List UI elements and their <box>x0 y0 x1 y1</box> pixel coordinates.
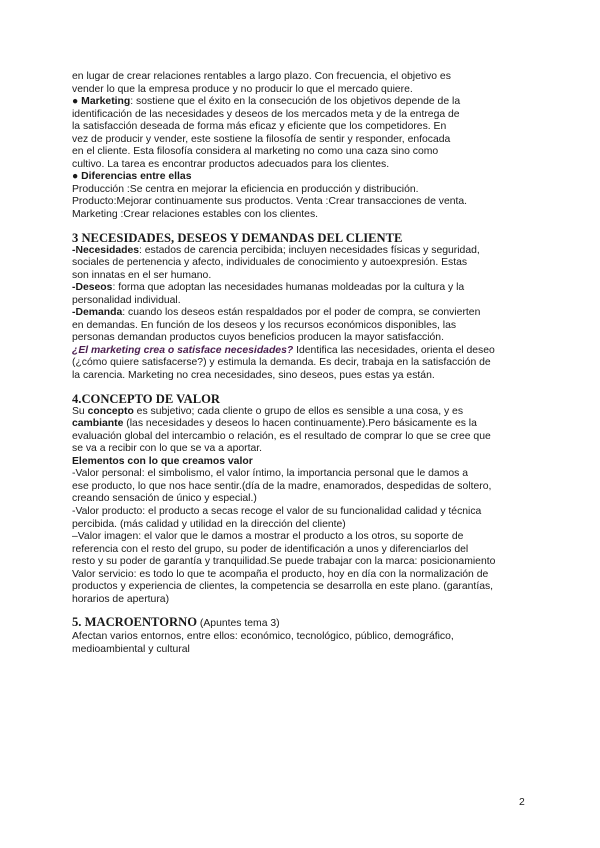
question-line <box>72 345 532 358</box>
body-text-line: en demandas. En función de los deseos y los recursos económicos disponibles, las <box>72 319 457 331</box>
concepto-term: concepto <box>87 405 134 417</box>
body-text-line: -Valor producto: el producto a secas recoge el valor de su funcionalidad calidad y técnica <box>72 505 482 517</box>
body-text-line: vender lo que la empresa produce y no producir lo que el mercado quiere. <box>72 83 413 95</box>
differences-title: ● Diferencias entre ellas <box>72 171 192 183</box>
body-text-line: creando sensación de único y especial.) <box>72 493 257 505</box>
body-text-line: medioambiental y cultural <box>72 643 190 655</box>
section-heading: 3 NECESIDADES, DESEOS Y DEMANDAS DEL CLIENTE <box>72 230 403 245</box>
page-body <box>72 71 532 656</box>
necesidades-line <box>72 245 532 258</box>
body-text-line: son innatas en el ser humano. <box>72 269 212 281</box>
section-heading-text: 5. MACROENTORNO <box>72 615 198 630</box>
body-text-line: resto y su poder de garantía y tranquilidad.Se puede trabajar con la marca: posicionamiento <box>72 556 496 568</box>
body-text-line: en lugar de crear relaciones rentables a largo plazo. Con frecuencia, el objetivo es <box>72 71 451 82</box>
necesidades-term: -Necesidades <box>72 244 139 256</box>
body-text-line: sociales de pertenencia y afecto, individuales de conocimiento y autoexpresión. Estas <box>72 257 468 269</box>
body-text-line: se va a recibir con lo que se va a aportar. <box>72 443 263 455</box>
necesidades-definition: : estados de carencia percibida; incluyen necesidades físicas y seguridad, <box>139 244 480 256</box>
body-text-line: referencia con el resto del grupo, su poder de identificación a unos y diferenciarlos del <box>72 543 469 555</box>
body-text-line: productos y experiencia de clientes, la competencia se desarrolla en este plano. (garantías, <box>72 581 494 593</box>
body-text-line: Marketing :Crear relaciones estables con los clientes. <box>72 209 319 221</box>
text-fragment: es subjetivo; cada cliente o grupo de ellos es sensible a una cosa, y es <box>133 405 464 417</box>
body-text-line: Producción :Se centra en mejorar la eficiencia en producción y distribución. <box>72 183 419 195</box>
body-text-line: horarios de apertura) <box>72 593 170 605</box>
section-heading <box>72 615 532 631</box>
body-text-line: Valor servicio: es todo lo que te acompaña el producto, hoy en día con la normalización de <box>72 568 489 580</box>
demanda-line <box>72 307 532 320</box>
marketing-definition: : sostiene que el éxito en la consecución de los objetivos depende de la <box>130 96 461 108</box>
body-text-line: (¿cómo quiere satisfacerse?) y estimula la demanda. Es decir, trabaja en la satisfacción de <box>72 357 491 369</box>
body-text-line: -Valor personal: el simbolismo, el valor íntimo, la importancia personal que le damos a <box>72 468 468 480</box>
page-number: 2 <box>519 797 525 808</box>
body-text-line: la carencia. Marketing no crea necesidades, sino deseos, pues estas ya están. <box>72 370 435 382</box>
body-text-line: percibida. (más calidad y utilidad en la dirección del cliente) <box>72 518 346 530</box>
section-heading-note: (Apuntes tema 3) <box>197 618 280 630</box>
cambiante-term: cambiante <box>72 418 124 430</box>
text-fragment: (las necesidades y deseos lo hacen continuamente).Pero básicamente es la <box>123 418 477 430</box>
body-text-line: personas demandan productos cuyos beneficios producen la mayor satisfacción. <box>72 332 444 344</box>
body-text-line: –Valor imagen: el valor que le damos a mostrar el producto a los otros, su soporte de <box>72 531 464 543</box>
question-answer: Identifica las necesidades, orienta el deseo <box>293 344 495 356</box>
marketing-term: Marketing <box>81 96 131 108</box>
body-text-line: identificación de las necesidades y deseos de los mercados meta y de la entrega de <box>72 108 460 120</box>
section-heading: 4.CONCEPTO DE VALOR <box>72 391 221 406</box>
body-text-line: la satisfacción deseada de forma más eficaz y eficiente que los competidores. En <box>72 121 447 133</box>
demanda-term: -Demanda <box>72 307 123 319</box>
body-text-line: vez de producir y vender, este sostiene la filosofía de sentir y responder, enfocada <box>72 133 451 145</box>
body-text-line: personalidad individual. <box>72 294 181 306</box>
bullet-icon: ● <box>72 96 79 108</box>
highlighted-question: ¿El marketing crea o satisface necesidades? <box>72 344 294 356</box>
body-text-line: Afectan varios entornos, entre ellos: económico, tecnológico, público, demográfico, <box>72 631 454 643</box>
elements-title: Elementos con lo que creamos valor <box>72 455 253 467</box>
marketing-bullet-line <box>72 96 532 109</box>
body-text-line: ese producto, lo que nos hace sentir.(día de la madre, enamorados, despedidas de soltero, <box>72 480 492 492</box>
body-text-line: evaluación global del intercambio o relación, es el resultado de comprar lo que se cree que <box>72 430 491 442</box>
deseos-term: -Deseos <box>72 282 113 294</box>
concepto-line <box>72 406 532 419</box>
demanda-definition: : cuando los deseos están respaldados por el poder de compra, se convierten <box>122 307 481 319</box>
body-text-line: en el cliente. Esta filosofía considera al marketing no como una caza sino como <box>72 146 439 158</box>
text-fragment: Su <box>72 405 88 417</box>
body-text-line: Producto:Mejorar continuamente sus productos. Venta :Crear transacciones de venta. <box>72 196 468 208</box>
deseos-line <box>72 282 532 295</box>
body-text-line: cultivo. La tarea es encontrar productos adecuados para los clientes. <box>72 158 390 170</box>
cambiante-line <box>72 418 532 431</box>
deseos-definition: : forma que adoptan las necesidades humanas moldeadas por la cultura y la <box>112 282 465 294</box>
